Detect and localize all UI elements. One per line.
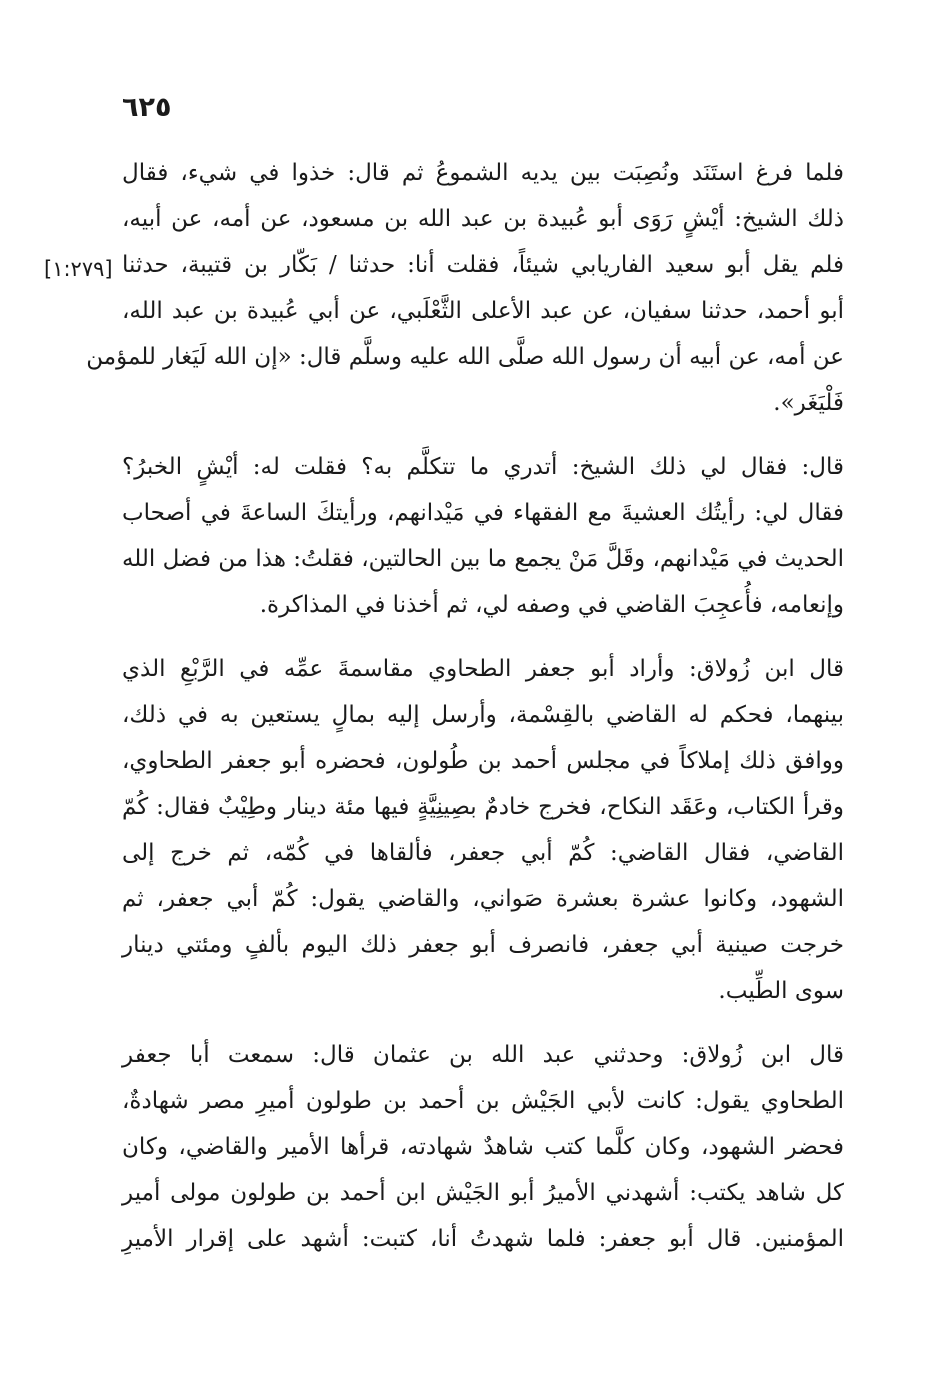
text-line: وقرأ الكتاب، وعَقَد النكاح، فخرج خادمٌ بصِينِيَّةٍ فيها مئة دينار وطِيْبٌ فقال: كُمّ xyxy=(122,794,844,820)
text-line: ذلك الشيخ: أيْشٍ رَوَى أبو عُبيدة بن عبد الله بن مسعود، عن أمه، عن أبيه، xyxy=(122,206,844,232)
text-line: الطحاوي يقول: كانت لأبي الجَيْش بن أحمد بن طولون أميرِ مصر شهادةٌ، xyxy=(122,1088,844,1114)
text-line: عن أمه، عن أبيه أن رسول الله صلَّى الله عليه وسلَّم قال: «إن الله لَيَغار للمؤمن xyxy=(86,344,844,370)
text-line: فقال لي: رأيتُك العشيةَ مع الفقهاء في مَيْدانهم، ورأيتكَ الساعةَ في أصحاب xyxy=(122,500,844,526)
text-line: الشهود، وكانوا عشرة بعشرة صَواني، والقاضي يقول: كُمّ أبي جعفر، ثم xyxy=(122,886,844,912)
text-line: المؤمنين. قال أبو جعفر: فلما شهدتُ أنا، كتبت: أشهد على إقرار الأميرِ xyxy=(122,1226,844,1252)
body-text xyxy=(86,150,844,1280)
text-line: القاضي، فقال القاضي: كُمّ أبي جعفر، فألقاها في كُمّه، ثم خرج إلى xyxy=(122,840,844,866)
text-line: ووافق ذلك إملاكاً في مجلس أحمد بن طُولون، فحضره أبو جعفر الطحاوي، xyxy=(122,748,844,774)
paragraph-4 xyxy=(122,1032,844,1262)
text-line: بينهما، فحكم له القاضي بالقِسْمة، وأرسل إليه بمالٍ يستعين به في ذلك، xyxy=(122,702,844,728)
text-line: فحضر الشهود، وكان كلَّما كتب شاهدٌ شهادته، قرأها الأمير والقاضي، وكان xyxy=(122,1134,844,1160)
text-line: وإنعامه، فأُعجِبَ القاضي في وصفه لي، ثم أخذنا في المذاكرة. xyxy=(259,592,844,618)
paragraph-1 xyxy=(86,150,844,426)
text-line: الحديث في مَيْدانهم، وقَلَّ مَنْ يجمع ما بين الحالتين، فقلتُ: هذا من فضل الله xyxy=(121,546,844,572)
text-line: فَلْيَغَر». xyxy=(773,390,844,416)
text-line: قال ابن زُولاق: وحدثني عبد الله بن عثمان قال: سمعت أبا جعفر xyxy=(122,1042,844,1068)
text-line: قال ابن زُولاق: وأراد أبو جعفر الطحاوي مقاسمةَ عمِّه في الرَّبْعِ الذي xyxy=(122,656,844,682)
text-line: كل شاهد يكتب: أشهدني الأميرُ أبو الجَيْش ابن أحمد بن طولون مولى أمير xyxy=(122,1180,844,1206)
text-line: فلم يقل أبو سعيد الفاريابي شيئاً، فقلت أنا: حدثنا / بَكّار بن قتيبة، حدثنا xyxy=(122,252,844,278)
margin-reference: [١:٢٧٩] xyxy=(44,257,113,281)
text-line: سوى الطِّيب. xyxy=(718,978,844,1004)
text-line: فلما فرغ استَنَد ونُصِبَت بين يديه الشموعُ ثم قال: خذوا في شيء، فقال xyxy=(122,160,844,186)
text-line: أبو أحمد، حدثنا سفيان، عن عبد الأعلى الثَّعْلَبي، عن أبي عُبيدة بن عبد الله، xyxy=(122,298,844,324)
paragraph-3 xyxy=(122,646,844,1014)
text-line: خرجت صينية أبي جعفر، فانصرف أبو جعفر ذلك اليوم بألفٍ ومئتي دينار xyxy=(122,932,844,958)
page-number: ٦٢٥ xyxy=(122,92,172,123)
text-line: قال: فقال لي ذلك الشيخ: أتدري ما تتكلَّم به؟ فقلت له: أيْشٍ الخبرُ؟ xyxy=(122,454,844,480)
paragraph-2 xyxy=(122,444,844,628)
